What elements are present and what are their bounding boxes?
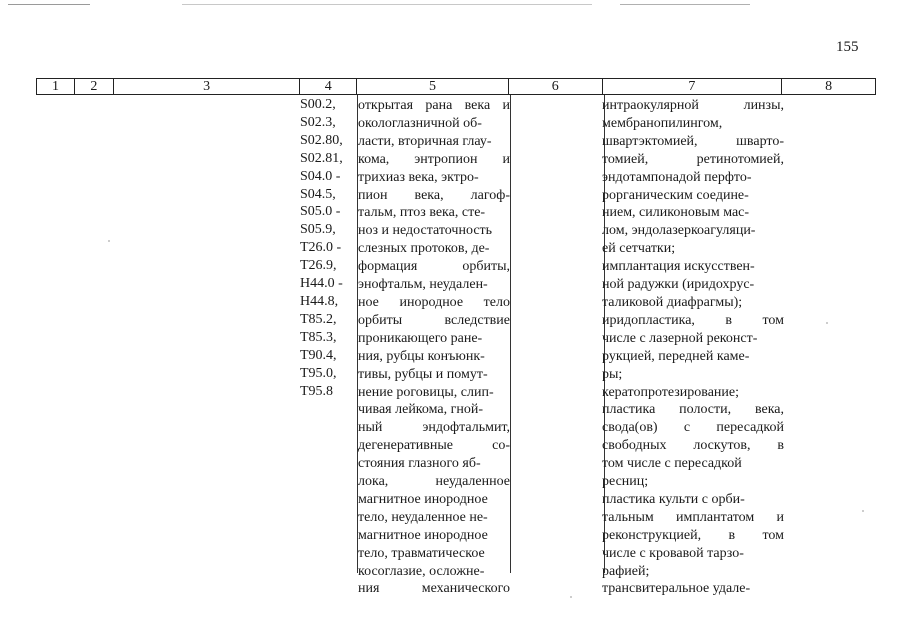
scan-speck	[570, 596, 572, 598]
diagnosis-code-line: S04.5,	[300, 186, 336, 202]
treatment-text-line: ной радужки (иридохрус-	[602, 277, 755, 293]
treatment-text-line: рафией;	[602, 563, 650, 579]
treatment-text-line: мембранопилингом,	[602, 115, 723, 131]
diagnosis-code-line: T95.8	[300, 383, 334, 399]
condition-text-line: открытая рана века и	[358, 98, 510, 113]
treatment-text-line: томией, ретинотомией,	[602, 151, 784, 167]
condition-text-line: ное инородное тело	[358, 294, 510, 310]
scan-speck	[826, 322, 828, 324]
treatment-text-line: кератопротезирование;	[602, 384, 740, 400]
diagnosis-code-line: T90.4,	[300, 347, 337, 363]
diagnosis-code-line: H44.0 -	[300, 276, 343, 292]
condition-text-line: трихиаз века, эктро-	[358, 169, 479, 185]
treatment-text-line: швартэктомией, шварто-	[602, 133, 784, 149]
diagnosis-code-line: T26.9,	[300, 258, 337, 274]
treatment-text-line: таликовой диафрагмы);	[602, 294, 743, 310]
diagnosis-code-line: T95.0,	[300, 365, 337, 381]
treatment-text-line: пластика полости, века,	[602, 402, 784, 418]
condition-text-line: окологлазничной об-	[358, 115, 482, 131]
treatment-text-line: пластика культи с орби-	[602, 491, 745, 507]
diagnosis-codes-column	[300, 95, 358, 400]
condition-text-line: лока, неудаленное	[358, 474, 510, 490]
treatment-text-line: числе с лазерной реконст-	[602, 330, 758, 346]
table-header-row	[36, 78, 876, 95]
diagnosis-code-line: H44.8,	[300, 293, 339, 309]
scan-speck	[108, 240, 110, 242]
condition-text-line: стояния глазного яб-	[358, 456, 481, 472]
diagnosis-code-line: T85.3,	[300, 329, 337, 345]
top-edge-rule	[620, 4, 750, 5]
header-cell-8: 8	[825, 79, 833, 94]
treatment-text-line: нием, силиконовым мас-	[602, 205, 750, 221]
diagnosis-code-line: S00.2,	[300, 97, 336, 112]
condition-text-line: магнитное инородное	[358, 527, 488, 543]
treatment-text-line: лом, эндолазеркоагуляци-	[602, 223, 756, 239]
treatment-text-line: свода(ов) с пересадкой	[602, 420, 784, 436]
treatment-methods-column	[602, 97, 784, 598]
treatment-text-line: ей сетчатки;	[602, 241, 676, 257]
header-cell-6: 6	[509, 79, 603, 94]
treatment-text-line: свободных лоскутов, в	[602, 438, 784, 454]
condition-text-line: косоглазие, осложне-	[358, 563, 485, 579]
diagnosis-code-line: T26.0 -	[300, 240, 342, 256]
condition-text-line: ласти, вторичная глау-	[358, 133, 492, 149]
page-number: 155	[836, 39, 859, 55]
column-divider	[510, 95, 511, 573]
condition-text-line: магнитное инородное	[358, 491, 488, 507]
condition-text-line: тальм, птоз века, сте-	[358, 205, 486, 221]
treatment-text-line: имплантация искусствен-	[602, 259, 755, 275]
treatment-text-line: трансвитеральное удале-	[602, 581, 751, 597]
treatment-text-line: ресниц;	[602, 474, 649, 490]
treatment-text-line: иридопластика, в том	[602, 312, 784, 328]
condition-text-line: чивая лейкома, гной-	[358, 402, 483, 418]
diagnosis-code-line: S02.80,	[300, 132, 343, 148]
condition-text-line: энофтальм, неудален-	[358, 277, 488, 293]
treatment-text-line: рукцией, передней каме-	[602, 348, 750, 364]
condition-text-line: ный эндофтальмит,	[358, 420, 510, 436]
condition-text-line: кома, энтропион и	[358, 151, 510, 167]
table-body-row	[36, 95, 876, 597]
diagnosis-code-line: S04.0 -	[300, 168, 341, 184]
treatment-text-line: тальным имплантатом и	[602, 509, 784, 525]
condition-text-line: дегенеративные со-	[358, 438, 510, 454]
condition-description-column	[358, 97, 510, 598]
treatment-text-line: эндотампонадой перфто-	[602, 169, 752, 185]
treatment-text-line: рорганическим соедине-	[602, 187, 749, 203]
condition-text-line: ния механического	[358, 581, 510, 597]
condition-text-line: пион века, лагоф-	[358, 187, 510, 203]
treatment-text-line: числе с кровавой тарзо-	[602, 545, 744, 561]
treatment-text-line: реконструкцией, в том	[602, 527, 784, 543]
treatment-text-line: ры;	[602, 366, 623, 382]
diagnosis-code-line: S05.9,	[300, 222, 336, 238]
condition-text-line: орбиты вследствие	[358, 312, 510, 328]
top-edge-rule	[182, 4, 592, 5]
header-cell-5: 5	[357, 79, 509, 94]
condition-text-line: ния, рубцы конъюнк-	[358, 348, 485, 364]
header-cell-3: 3	[114, 79, 301, 94]
header-cell-7: 7	[603, 79, 783, 94]
condition-text-line: слезных протоков, де-	[358, 241, 490, 257]
condition-text-line: тивы, рубцы и помут-	[358, 366, 488, 382]
condition-text-line: тело, травматическое	[358, 545, 485, 561]
header-cell-1: 1	[37, 79, 75, 94]
header-cell-2: 2	[75, 79, 114, 94]
diagnosis-code-line: S05.0 -	[300, 204, 341, 220]
condition-text-line: ноз и недостаточность	[358, 223, 493, 239]
scan-speck	[862, 510, 864, 512]
condition-text-line: проникающего ране-	[358, 330, 483, 346]
top-edge-rule	[8, 4, 90, 5]
diagnosis-code-line: S02.81,	[300, 150, 343, 166]
diagnosis-code-line: S02.3,	[300, 114, 336, 130]
header-cell-4: 4	[300, 79, 357, 94]
treatment-text-line: интраокулярной линзы,	[602, 98, 784, 113]
condition-text-line: формация орбиты,	[358, 259, 510, 275]
diagnosis-code-line: T85.2,	[300, 311, 337, 327]
condition-text-line: нение роговицы, слип-	[358, 384, 494, 400]
treatment-text-line: том числе с пересадкой	[602, 456, 742, 472]
condition-text-line: тело, неудаленное не-	[358, 509, 488, 525]
